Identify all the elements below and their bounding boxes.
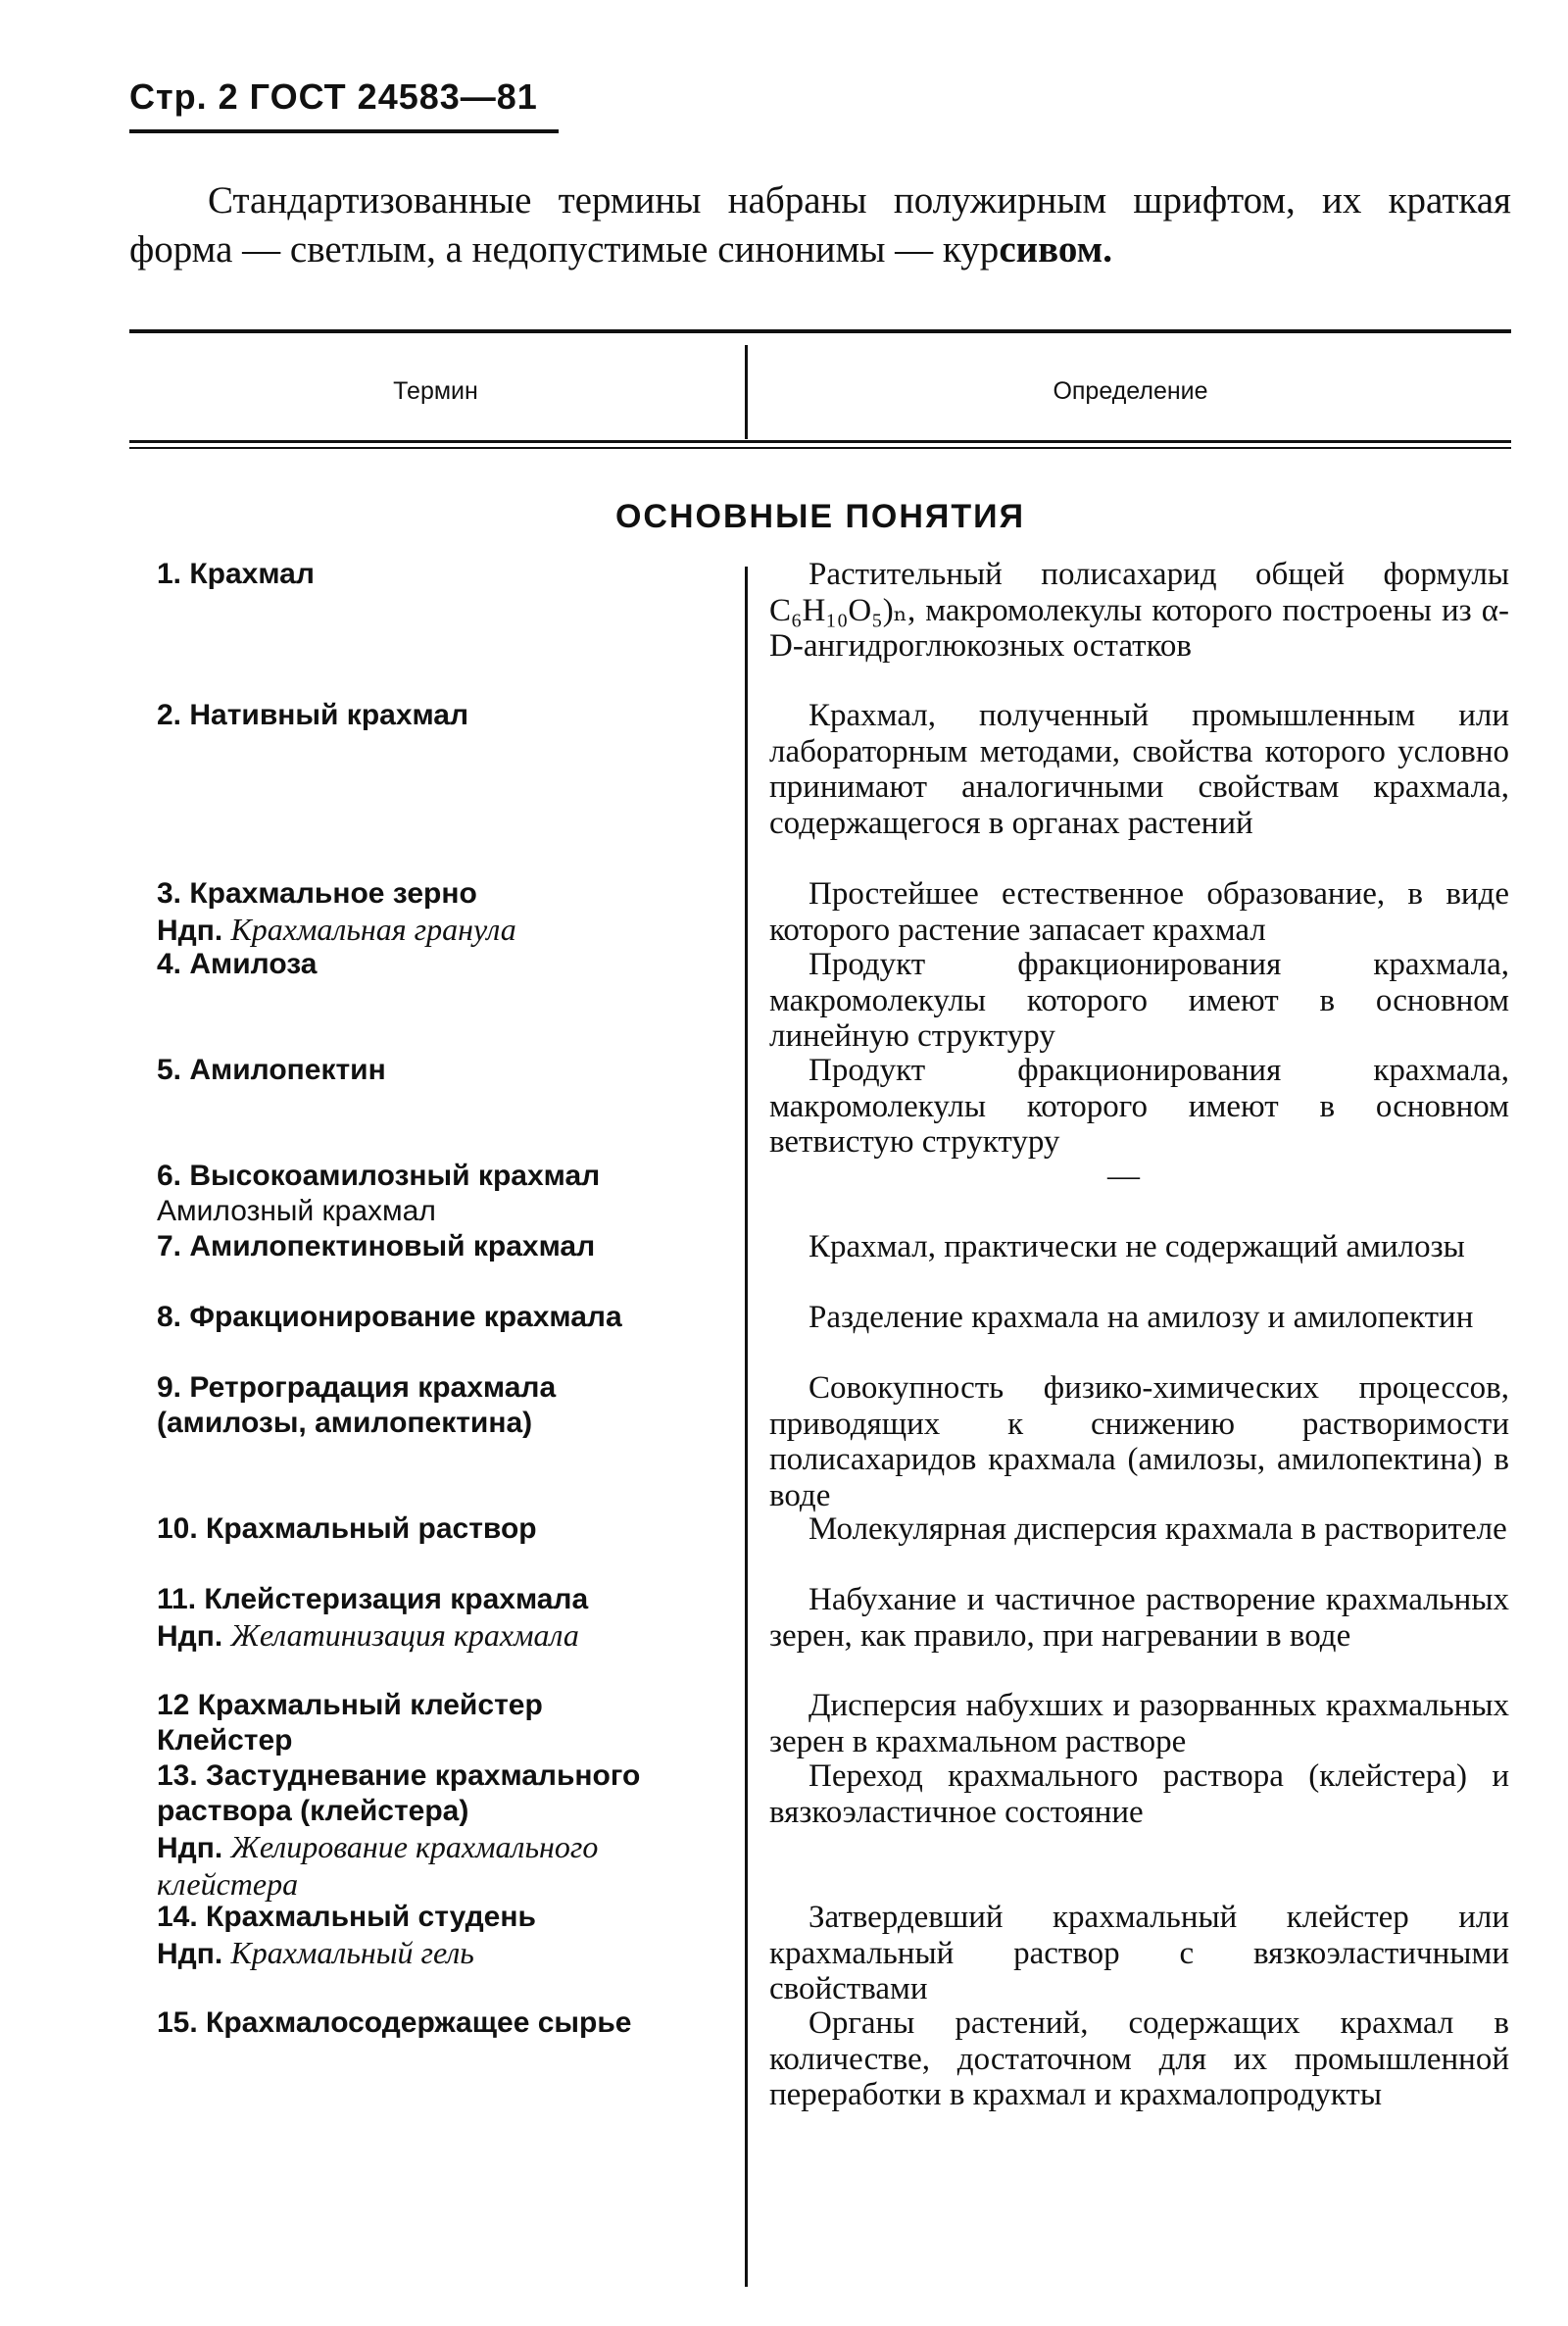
ndp-label: Ндп. [157,1938,223,1970]
definition-2: Крахмал, полученный промышленным или лабораторным методами, свойства которого условно принимают аналогичными свойствам крахмала, содержащегося в органах растений [769,698,1509,841]
term-10 [157,1511,706,1547]
term-label: 5. Амилопектин [157,1054,386,1086]
term-6 [157,1159,706,1229]
table-top-rule [129,329,1511,333]
term-2 [157,698,706,733]
section-title: ОСНОВНЫЕ ПОНЯТИЯ [614,498,1026,535]
definition-4: Продукт фракционирования крахмала, макромолекулы которого имеют в основном линейную структуру [769,947,1509,1054]
term-synonym: Амилозный крахмал [157,1195,436,1227]
term-label: 7. Амилопектиновый крахмал [157,1230,596,1262]
term-label: 1. Крахмал [157,558,315,590]
term-8 [157,1300,706,1335]
definition-5: Продукт фракционирования крахмала, макромолекулы которого имеют в основном ветвистую структуру [769,1053,1509,1160]
body-column-divider [745,567,748,2287]
term-label: 12 Крахмальный клейстер [157,1689,543,1721]
column-header-definition: Определение [1053,377,1208,405]
header-underline [129,129,559,133]
definition-7: Крахмал, практически не содержащий амилозы [808,1229,1465,1264]
term-label: 13. Застудневание крахмального раствора (клейстера) [157,1759,641,1827]
definition-12: Дисперсия набухших и разорванных крахмальных зерен в крахмальном растворе [769,1688,1509,1759]
term-label: 6. Высокоамилозный крахмал [157,1160,601,1192]
definition-9: Совокупность физико-химических процессов, приводящих к снижению растворимости полисахаридов крахмала (амилозы, амилопектина) в воде [769,1370,1509,1513]
ndp-text: Желатинизация крахмала [230,1617,579,1653]
term-12 [157,1688,706,1758]
ndp-text: Крахмальный гель [230,1935,474,1970]
definition-14: Затвердевший крахмальный клейстер или крахмальный раствор с вязкоэластичными свойствами [769,1900,1509,2006]
term-9 [157,1370,706,1441]
term-1 [157,557,706,592]
term-14 [157,1900,706,1972]
intro-paragraph [129,176,1511,274]
definition-6: — [1107,1159,1140,1194]
term-13 [157,1758,706,1904]
intro-text-bold: сивом. [999,228,1112,271]
definition-1: Растительный полисахарид общей формулы C₆H₁₀O₅)ₙ, макромолекулы которого построены из α-D-ангидроглюкозных остатков [769,557,1509,664]
term-synonym: Клейстер [157,1724,293,1757]
ndp-text: Желирование крахмального клейстера [157,1829,599,1902]
page-header: Стр. 2 ГОСТ 24583—81 [129,76,538,117]
term-15 [157,2005,706,2041]
definition-11: Набухание и частичное растворение крахмальных зерен, как правило, при нагревании в воде [769,1582,1509,1654]
definition-3: Простейшее естественное образование, в виде которого растение запасает крахмал [769,876,1509,948]
term-11 [157,1582,706,1655]
definition-13: Переход крахмального раствора (клейстера) и вязкоэластичное состояние [769,1758,1509,1830]
intro-text: Стандартизованные термины набраны полужирным шрифтом, их краткая форма — светлым, а недопустимые синонимы — кур [129,179,1511,271]
definition-15: Органы растений, содержащих крахмал в количестве, достаточном для их промышленной переработки в крахмал и крахмалопродукты [769,2005,1509,2112]
term-7 [157,1229,706,1264]
header-column-divider [745,345,748,439]
table-header-rule-2 [129,447,1511,449]
ndp-label: Ндп. [157,915,223,947]
ndp-text: Крахмальная гранула [230,912,516,947]
table-header-rule [129,440,1511,443]
ndp-label: Ндп. [157,1620,223,1653]
term-4 [157,947,706,982]
term-label: 10. Крахмальный раствор [157,1512,537,1545]
term-label: 11. Клейстеризация крахмала [157,1583,589,1615]
definition-10: Молекулярная дисперсия крахмала в растворителе [808,1511,1507,1547]
term-label: 4. Амилоза [157,948,318,980]
ndp-label: Ндп. [157,1832,223,1864]
term-label: 3. Крахмальное зерно [157,877,477,910]
term-label: 9. Ретроградация крахмала (амилозы, амилопектина) [157,1371,557,1439]
term-label: 14. Крахмальный студень [157,1901,536,1933]
term-label: 15. Крахмалосодержащее сырье [157,2006,632,2039]
column-header-term: Термин [393,377,478,405]
term-label: 2. Нативный крахмал [157,699,469,731]
term-label: 8. Фракционирование крахмала [157,1301,622,1333]
term-5 [157,1053,706,1088]
definition-8: Разделение крахмала на амилозу и амилопектин [808,1300,1474,1335]
term-3 [157,876,706,949]
